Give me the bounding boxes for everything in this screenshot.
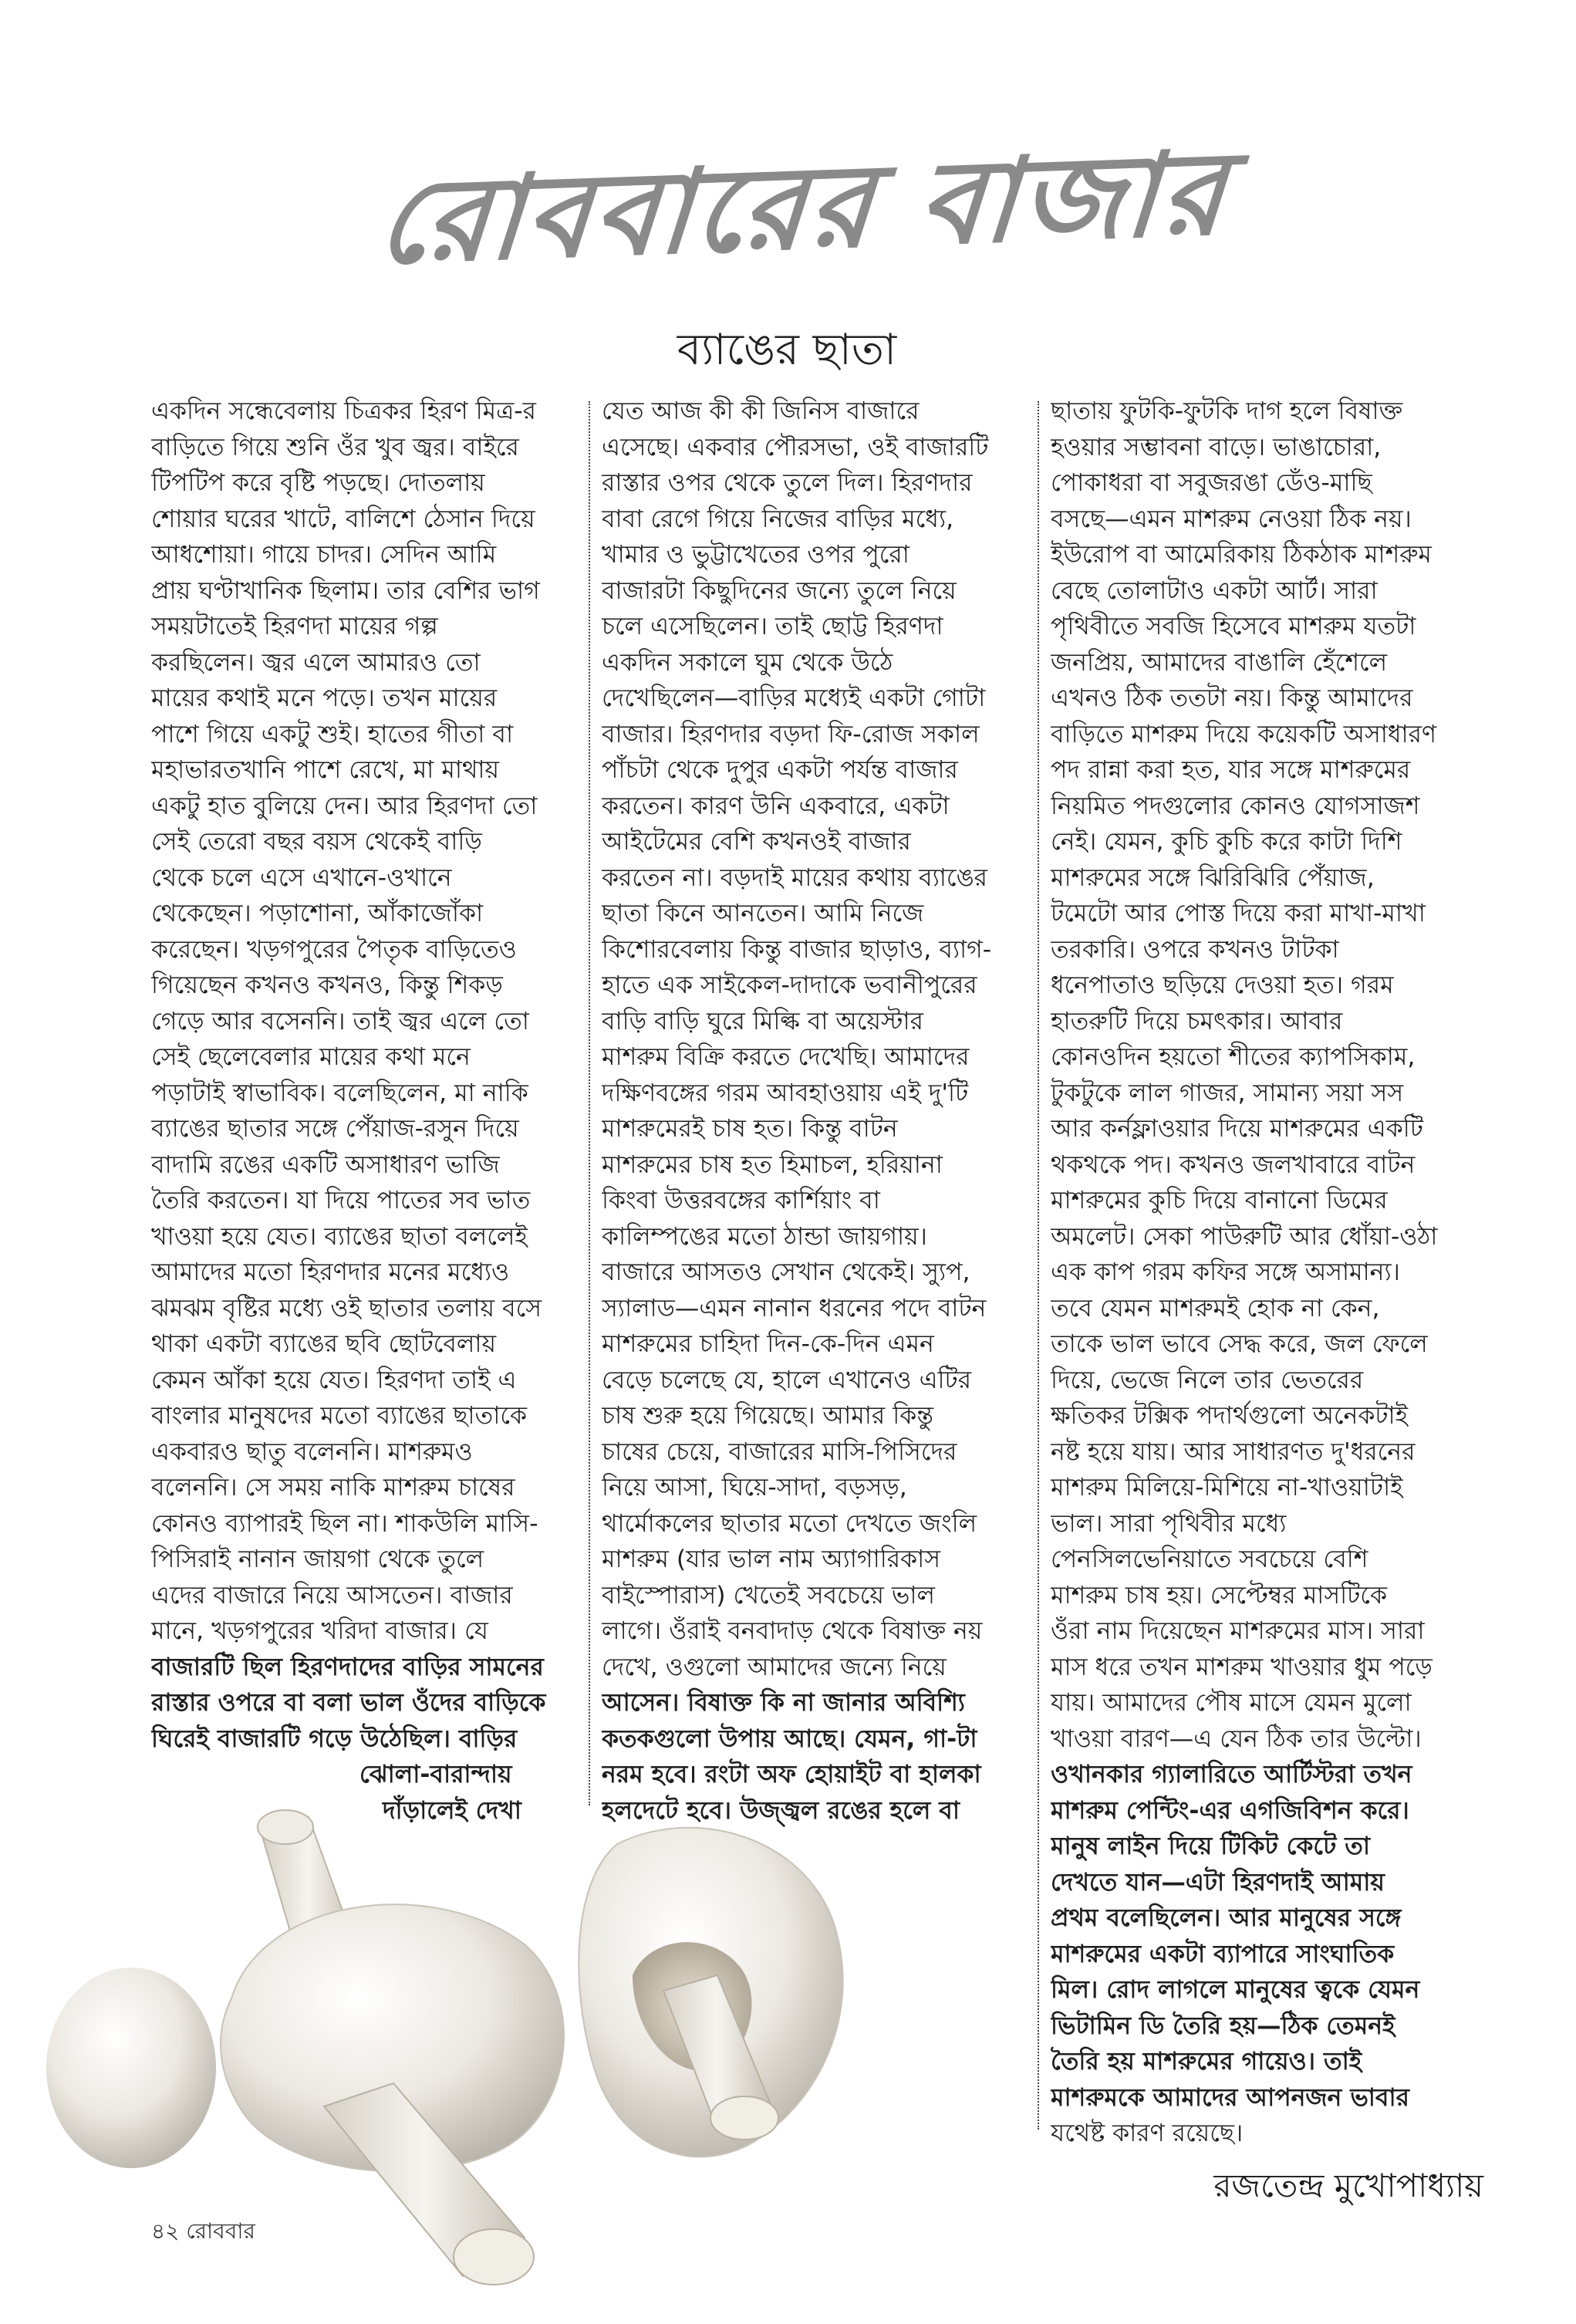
article-line: মায়ের কথাই মনে পড়ে। তখন মায়ের <box>151 684 498 712</box>
article-line: টুকটুকে লাল গাজর, সামান্য সয়া সস <box>1051 1079 1404 1107</box>
article-line: করেছেন। খড়গপুরের পৈতৃক বাড়িতেও <box>151 935 517 964</box>
article-line: মাশরুমের একটা ব্যাপারে সাংঘাতিক <box>1051 1940 1395 1968</box>
article-line: মাশরুমের কুচি দিয়ে বানানো ডিমের <box>1051 1187 1388 1214</box>
article-line: মহাভারতখানি পাশে রেখে, মা মাথায় <box>151 756 500 784</box>
article-line: হাতরুটি দিয়ে চমৎকার। আবার <box>1051 1007 1343 1035</box>
article-line: লাগে। ওঁরাই বনবাদাড় থেকে বিষাক্ত নয় <box>602 1617 983 1645</box>
article-line: নরম হবে। রংটা অফ হোয়াইট বা হালকা <box>602 1761 981 1789</box>
article-line: কোনওদিন হয়তো শীতের ক্যাপসিকাম, <box>1051 1043 1416 1071</box>
section-title: রোববারের বাজার <box>373 124 1233 291</box>
article-line: মাশরুম (যার ভাল নাম অ্যাগারিকাস <box>602 1545 941 1573</box>
article-line: একবারও ছাতু বলেননি। মাশরুমও <box>151 1437 473 1466</box>
article-line: বাড়ি বাড়ি ঘুরে মিল্কি বা অয়েস্টার <box>602 1007 923 1035</box>
article-line: সেই ছেলেবেলার মায়ের কথা মনে <box>151 1043 471 1071</box>
article-line: খাওয়া হয়ে যেত। ব্যাঙের ছাতা বললেই <box>151 1222 528 1251</box>
article-line: আর কর্নফ্লাওয়ার দিয়ে মাশরুমের একটি <box>1051 1115 1423 1143</box>
article-line: নিয়মিত পদগুলোর কোনও যোগসাজশ <box>1051 792 1420 820</box>
article-line: এখনও ঠিক ততটা নয়। কিন্তু আমাদের <box>1051 684 1413 712</box>
article-line: এদের বাজারে নিয়ে আসতেন। বাজার <box>151 1581 513 1610</box>
article-line: মানে, খড়গপুরের খরিদা বাজার। যে <box>151 1617 488 1645</box>
article-line: মাশরুমের সঙ্গে ঝিরিঝিরি পেঁয়াজ, <box>1051 863 1375 892</box>
article-line: পেনসিলভেনিয়াতে সবচেয়ে বেশি <box>1051 1545 1368 1573</box>
article-line: জনপ্রিয়, আমাদের বাঙালি হেঁশেলে <box>1051 648 1388 677</box>
article-line: মাশরুমেরই চাষ হত। কিন্তু বাটন <box>602 1115 898 1143</box>
article-line: পাঁচটা থেকে দুপুর একটা পর্যন্ত বাজার <box>602 756 958 784</box>
article-line: যথেষ্ট কারণ রয়েছে। <box>1051 2120 1244 2147</box>
article-line: রাস্তার ওপরে বা বলা ভাল ওঁদের বাড়িকে <box>151 1689 546 1717</box>
article-line: বাইস্পোরাস) খেতেই সবচেয়ে ভাল <box>602 1581 936 1610</box>
article-line: দেখেছিলেন—বাড়ির মধ্যেই একটা গোটা <box>602 684 986 712</box>
article-line: বাড়িতে গিয়ে শুনি ওঁর খুব জ্বর। বাইরে <box>151 433 519 461</box>
article-line: ব্যাঙের ছাতার সঙ্গে পেঁয়াজ-রসুন দিয়ে <box>151 1115 519 1143</box>
article-line: যায়। আমাদের পৌষ মাসে যেমন মুলো <box>1051 1689 1412 1717</box>
article-line: ওখানকার গ্যালারিতে আর্টিস্টরা তখন <box>1051 1761 1412 1789</box>
article-line: টমেটো আর পোস্ত দিয়ে করা মাখা-মাখা <box>1051 900 1426 927</box>
article-column-1 <box>151 394 583 1829</box>
article-line: করতেন না। বড়দাই মায়ের কথায় ব্যাঙের <box>602 863 987 892</box>
article-line: চলে এসেছিলেন। তাই ছোট্ট হিরণদা <box>602 613 943 640</box>
article-line: কেমন আঁকা হয়ে যেত। হিরণদা তাই এ <box>151 1366 517 1394</box>
article-line: কিশোরবেলায় কিন্তু বাজার ছাড়াও, ব্যাগ- <box>602 935 992 964</box>
section-masthead <box>373 116 1233 316</box>
article-line: বাজারটি ছিল হিরণদাদের বাড়ির সামনের <box>151 1653 544 1681</box>
article-line: মাস ধরে তখন মাশরুম খাওয়ার ধুম পড়ে <box>1051 1653 1433 1681</box>
article-line: টিপটিপ করে বৃষ্টি পড়ছে। দোতলায় <box>151 469 485 497</box>
article-line: মাশরুমের চাষ হত হিমাচল, হরিয়ানা <box>602 1150 943 1179</box>
article-line: চাষ শুরু হয়ে গিয়েছে। আমার কিন্তু <box>602 1402 933 1430</box>
article-line: পাশে গিয়ে একটু শুই। হাতের গীতা বা <box>151 720 514 748</box>
article-line: বাবা রেগে গিয়ে নিজের বাড়ির মধ্যে, <box>602 505 954 533</box>
article-line: বেড়ে চলেছে যে, হালে এখানেও এটির <box>602 1366 972 1394</box>
article-line: থাকা একটা ব্যাঙের ছবি ছোটবেলায় <box>151 1330 497 1358</box>
article-line: মিল। রোদ লাগলে মানুষের ত্বকে যেমন <box>1051 1976 1420 2004</box>
article-line: হলদেটে হবে। উজ্জ্বল রঙের হলে বা <box>602 1796 960 1825</box>
article-line: কালিম্পঙের মতো ঠান্ডা জায়গায়। <box>602 1222 927 1251</box>
article-line: ঝমঝম বৃষ্টির মধ্যে ওই ছাতার তলায় বসে <box>151 1294 542 1322</box>
article-line: গিয়েছেন কখনও কখনও, কিন্তু শিকড় <box>151 971 503 999</box>
article-line: মানুষ লাইন দিয়ে টিকিট কেটে তা <box>1051 1833 1370 1860</box>
article-line: এক কাপ গরম কফির সঙ্গে অসামান্য। <box>1051 1258 1400 1286</box>
article-line: বাজারে আসতও সেখান থেকেই। স্যুপ, <box>602 1258 970 1286</box>
article-line: দেখতে যান—এটা হিরণদাই আমায় <box>1051 1868 1385 1897</box>
article-byline: রজতেন্দ্র মুখোপাধ্যায় <box>1213 2167 1483 2204</box>
article-line: প্রথম বলেছিলেন। আর মানুষের সঙ্গে <box>1051 1904 1402 1932</box>
article-line: শোয়ার ঘরের খাটে, বালিশে ঠেসান দিয়ে <box>151 505 535 533</box>
article-line: আধশোয়া। গায়ে চাদর। সেদিন আমি <box>151 541 497 569</box>
article-line: আমাদের মতো হিরণদার মনের মধ্যেও <box>151 1258 510 1286</box>
article-line: কতকগুলো উপায় আছে। যেমন, গা-টা <box>602 1724 977 1753</box>
article-line: গেড়ে আর বসেননি। তাই জ্বর এলে তো <box>151 1007 529 1035</box>
article-line: বাদামি রঙের একটি অসাধারণ ভাজি <box>151 1150 500 1179</box>
article-title: ব্যাঙের ছাতা <box>677 325 897 375</box>
article-line: পৃথিবীতে সবজি হিসেবে মাশরুম যতটা <box>1051 613 1416 640</box>
article-line: সেই তেরো বছর বয়স থেকেই বাড়ি <box>151 828 482 856</box>
article-line: খামার ও ভুট্টাখেতের ওপর পুরো <box>602 541 909 569</box>
article-line: স্যালাড—এমন নানান ধরনের পদে বাটন <box>602 1294 987 1322</box>
article-line: কোনও ব্যাপারই ছিল না। শাকউলি মাসি- <box>151 1509 538 1538</box>
article-column-2 <box>602 394 1049 1829</box>
article-line: অমলেট। সেকা পাউরুটি আর ধোঁয়া-ওঠা <box>1051 1222 1438 1251</box>
article-line: পড়াটাই স্বাভাবিক। বলেছিলেন, মা নাকি <box>151 1079 528 1107</box>
article-line: বসছে—এমন মাশরুম নেওয়া ঠিক নয়। <box>1051 505 1412 533</box>
article-line: ঘিরেই বাজারটি গড়ে উঠেছিল। বাড়ির <box>151 1724 518 1753</box>
article-line: দক্ষিণবঙ্গের গরম আবহাওয়ায় এই দু'টি <box>602 1079 969 1107</box>
article-line: থেকে চলে এসে এখানে-ওখানে <box>151 863 452 892</box>
article-line: আসেন। বিষাক্ত কি না জানার অবিশ্যি <box>602 1689 965 1717</box>
column-divider <box>589 401 590 1805</box>
article-line: তবে যেমন মাশরুমই হোক না কেন, <box>1051 1294 1380 1322</box>
article-line: প্রায় ঘণ্টাখানিক ছিলাম। তার বেশির ভাগ <box>151 576 540 605</box>
article-line: ইউরোপ বা আমেরিকায় ঠিকঠাক মাশরুম <box>1051 541 1432 569</box>
article-line: একদিন সকালে ঘুম থেকে উঠে <box>602 648 893 677</box>
article-line: থেকেছেন। পড়াশোনা, আঁকাজোঁকা <box>151 900 484 927</box>
article-line: ওঁরা নাম দিয়েছেন মাশরুমের মাস। সারা <box>1051 1617 1425 1645</box>
article-line: পিসিরাই নানান জায়গা থেকে তুলে <box>151 1545 484 1573</box>
article-line: বাড়িতে মাশরুম দিয়ে কয়েকটি অসাধারণ <box>1051 720 1437 748</box>
page-folio: ৪২ রোববার <box>151 2218 255 2244</box>
article-line: আইটেমের বেশি কখনওই বাজার <box>602 828 911 856</box>
article-line: মাশরুম বিক্রি করতে দেখেছি। আমাদের <box>602 1043 970 1071</box>
article-line: মাশরুম মিলিয়ে-মিশিয়ে না-খাওয়াটাই <box>1051 1474 1403 1501</box>
article-line: তৈরি করতেন। যা দিয়ে পাতের সব ভাত <box>151 1187 531 1214</box>
article-line: বাজারটা কিছুদিনের জন্যে তুলে নিয়ে <box>602 576 957 605</box>
article-line: ক্ষতিকর টক্সিক পদার্থগুলো অনেকটাই <box>1051 1402 1409 1430</box>
article-line: সময়টাতেই হিরণদা মায়ের গল্প <box>151 613 438 640</box>
article-line: মাশরুমের চাহিদা দিন-কে-দিন এমন <box>602 1330 934 1358</box>
article-line: একটু হাত বুলিয়ে দেন। আর হিরণদা তো <box>151 792 538 820</box>
article-line: ছাতা কিনে আনতেন। আমি নিজে <box>602 900 924 927</box>
article-line: থার্মোকলের ছাতার মতো দেখতে জংলি <box>602 1509 977 1538</box>
article-line: চাষের চেয়ে, বাজারের মাসি-পিসিদের <box>602 1437 957 1466</box>
article-line: একদিন সন্ধেবেলায় চিত্রকর হিরণ মিত্র-র <box>151 397 536 425</box>
article-line: খাওয়া বারণ—এ যেন ঠিক তার উল্টো। <box>1051 1724 1422 1753</box>
article-line: থকথকে পদ। কখনও জলখাবারে বাটন <box>1051 1150 1416 1179</box>
article-line: কিংবা উত্তরবঙ্গের কার্শিয়াং বা <box>602 1187 880 1214</box>
article-line: যেত আজ কী কী জিনিস বাজারে <box>602 397 920 425</box>
article-line: মাশরুম পেন্টিং-এর এগজিবিশন করে। <box>1051 1796 1409 1825</box>
article-line: পোকাধরা বা সবুজরঙা ডেঁও-মাছি <box>1051 469 1372 497</box>
article-line: মাশরুম চাষ হয়। সেপ্টেম্বর মাসটিকে <box>1051 1581 1387 1610</box>
article-line: বেছে তোলাটাও একটা আর্ট। সারা <box>1051 576 1378 605</box>
article-line: বাংলার মানুষদের মতো ব্যাঙের ছাতাকে <box>151 1402 528 1430</box>
article-line: হওয়ার সম্ভাবনা বাড়ে। ভাঙাচোরা, <box>1051 433 1382 461</box>
article-line: রাস্তার ওপর থেকে তুলে দিল। হিরণদার <box>602 469 973 497</box>
article-line: বলেননি। সে সময় নাকি মাশরুম চাষের <box>151 1474 515 1501</box>
article-line: নিয়ে আসা, ঘিয়ে-সাদা, বড়সড়, <box>602 1474 907 1501</box>
article-line: ভিটামিন ডি তৈরি হয়—ঠিক তেমনই <box>1051 2012 1395 2040</box>
column-divider <box>1038 401 1039 2130</box>
article-line: নেই। যেমন, কুচি কুচি করে কাটা দিশি <box>1051 828 1402 856</box>
article-line: দাঁড়ালেই দেখা <box>383 1796 521 1825</box>
article-line: পদ রান্না করা হত, যার সঙ্গে মাশরুমের <box>1051 756 1411 784</box>
article-column-3 <box>1051 394 1452 2152</box>
article-line: বাজার। হিরণদার বড়দা ফি-রোজ সকাল <box>602 720 980 748</box>
article-line: ভাল। সারা পৃথিবীর মধ্যে <box>1051 1509 1287 1538</box>
article-line: তাকে ভাল ভাবে সেদ্ধ করে, জল ফেলে <box>1051 1330 1428 1358</box>
article-line: ছাতায় ফুটকি-ফুটকি দাগ হলে বিষাক্ত <box>1051 397 1403 425</box>
article-line: তরকারি। ওপরে কখনও টাটকা <box>1051 935 1339 964</box>
article-line: মাশরুমকে আমাদের আপনজন ভাবার <box>1051 2083 1409 2112</box>
article-line: করছিলেন। জ্বর এলে আমারও তো <box>151 648 481 677</box>
article-line: করতেন। কারণ উনি একবারে, একটা <box>602 792 950 820</box>
article-line: নষ্ট হয়ে যায়। আর সাধারণত দু'ধরনের <box>1051 1437 1416 1466</box>
article-line: এসেছে। একবার পৌরসভা, ওই বাজারটি <box>602 433 989 461</box>
article-line: হাতে এক সাইকেল-দাদাকে ভবানীপুরের <box>602 971 977 999</box>
article-line: দিয়ে, ভেজে নিলে তার ভেতরের <box>1051 1366 1364 1394</box>
article-line: ঝোলা-বারান্দায় <box>359 1761 512 1789</box>
article-line: তৈরি হয় মাশরুমের গায়েও। তাই <box>1051 2048 1362 2076</box>
article-line: দেখে, ওগুলো আমাদের জন্যে নিয়ে <box>602 1653 947 1681</box>
article-line: ধনেপাতাও ছড়িয়ে দেওয়া হত। গরম <box>1051 971 1394 999</box>
